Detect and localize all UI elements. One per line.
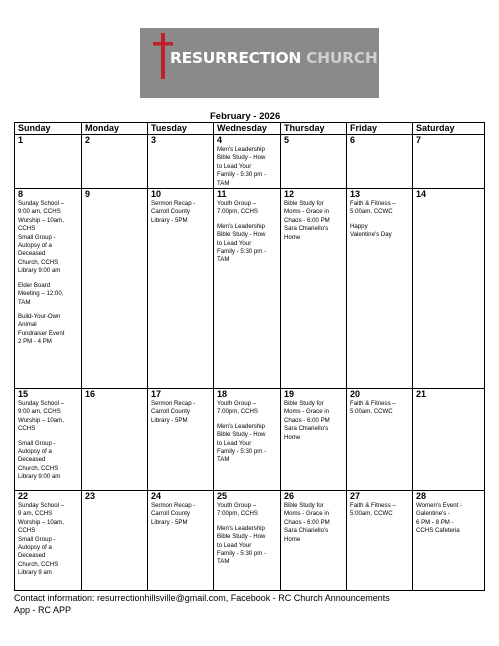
day-cell [15, 389, 82, 491]
weekday-header: Friday [347, 123, 413, 135]
day-cell [347, 135, 413, 189]
contact-info [14, 592, 474, 616]
calendar-event: Men's Leadership Bible Study - How to Lead Your Family - 5:30 pm - TAM [217, 146, 267, 187]
day-number: 5 [284, 135, 290, 145]
calendar-event: Men's Leadership Bible Study - How to Lead Your Family - 5:30 pm - TAM [217, 422, 267, 464]
day-cell [347, 491, 413, 591]
church-logo [140, 28, 379, 98]
calendar-event: Elder Board Meeting – 12:00, TAM [18, 281, 64, 306]
day-cell [214, 189, 281, 389]
calendar-week-row [15, 189, 485, 389]
day-number: 22 [18, 491, 29, 502]
day-cell [413, 491, 485, 591]
calendar-week-row [15, 389, 485, 491]
day-number: 11 [217, 189, 227, 200]
day-number: 18 [217, 389, 228, 400]
weekday-header: Sunday [15, 123, 82, 135]
day-number: 3 [151, 135, 157, 145]
calendar-event: Women's Event - Galentine's - 6 PM - 8 PM - CCHS Cafeteria [416, 502, 463, 535]
calendar-week-row [15, 135, 485, 189]
day-cell [281, 189, 347, 389]
calendar-event: Happy Valentine's Day [350, 222, 392, 239]
day-number: 7 [416, 135, 422, 145]
day-number: 23 [85, 491, 96, 502]
day-cell [82, 491, 148, 591]
day-cell [281, 389, 347, 491]
day-number: 19 [284, 389, 295, 400]
day-number: 24 [151, 491, 162, 502]
day-number: 17 [151, 389, 162, 400]
day-cell [214, 389, 281, 491]
calendar-event: Faith & Fitness – 5:00am, CCWC [350, 502, 396, 518]
day-cell [82, 135, 148, 189]
day-number: 21 [416, 389, 427, 400]
day-cell [281, 135, 347, 189]
weekday-header: Wednesday [214, 123, 281, 135]
day-cell [214, 491, 281, 591]
calendar-grid [14, 122, 485, 591]
day-number: 27 [350, 491, 361, 502]
calendar-event: Faith & Fitness – 5:00am, CCWC [350, 200, 396, 216]
contact-line-2: App - RC APP [14, 605, 72, 615]
day-cell [281, 491, 347, 591]
day-number: 26 [284, 491, 295, 502]
calendar-event: Sunday School – 9:00 am, CCHS Worship – 10am, CCHS Small Group - Autopsy of a Deceased Church, CCHS Library 9:00 am [18, 200, 65, 275]
day-number: 8 [18, 189, 24, 200]
calendar-event: Sermon Recap - Carroll County Library - 5PM [151, 400, 196, 424]
day-number: 13 [350, 189, 361, 200]
contact-line-1: Contact information: resurrectionhillsville@gmail.com, Facebook - RC Church Announcements [14, 593, 390, 603]
day-cell [413, 135, 485, 189]
day-cell [15, 189, 82, 389]
day-number: 2 [85, 135, 91, 145]
calendar-event: Sermon Recap - Carroll County Library - 5PM [151, 502, 196, 526]
calendar-event: Youth Group – 7:00pm, CCHS [217, 200, 258, 216]
calendar-event: Men's Leadership Bible Study - How to Lead Your Family - 5:30 pm - TAM [217, 222, 267, 264]
day-number: 6 [350, 135, 356, 145]
day-cell [82, 389, 148, 491]
day-cell [148, 189, 214, 389]
day-cell [347, 389, 413, 491]
calendar-event: Youth Group – 7:00pm, CCHS [217, 400, 258, 416]
calendar-event: Men's Leadership Bible Study - How to Lead Your Family - 5:30 pm - TAM [217, 524, 267, 566]
day-cell [413, 389, 485, 491]
day-cell [15, 491, 82, 591]
calendar-event: Build-Your-Own Animal Fundraiser Event 2 PM - 4 PM [18, 312, 65, 346]
weekday-header: Saturday [413, 123, 485, 135]
day-cell [148, 389, 214, 491]
day-cell [413, 189, 485, 389]
day-cell [214, 135, 281, 189]
calendar-event: Bible Study for Moms - Grace in Chaos - 6:00 PM Sara Chiariello's Home [284, 502, 330, 543]
day-number: 10 [151, 189, 162, 200]
day-cell [347, 189, 413, 389]
day-number: 9 [85, 189, 91, 200]
day-cell [148, 491, 214, 591]
calendar-event: Sunday School – 9:00 am, CCHS Worship – 10am, CCHS [18, 400, 65, 433]
day-number: 20 [350, 389, 361, 400]
weekday-header: Tuesday [148, 123, 214, 135]
day-number: 1 [18, 135, 24, 145]
logo-wordmark: RESURRECTION CHURCH [170, 49, 378, 67]
day-cell [15, 135, 82, 189]
day-number: 25 [217, 491, 228, 502]
day-cell [82, 189, 148, 389]
calendar-event: Youth Group – 7:00pm, CCHS [217, 502, 258, 518]
calendar-event: Bible Study for Moms - Grace in Chaos - 6:00 PM Sara Chiariello's Home [284, 200, 330, 241]
day-number: 28 [416, 491, 427, 502]
weekday-header-row [15, 123, 485, 135]
day-cell [148, 135, 214, 189]
day-number: 4 [217, 135, 223, 145]
day-number: 14 [416, 189, 427, 200]
calendar-event: Small Group - Autopsy of a Deceased Church, CCHS Library 9:00 am [18, 439, 61, 481]
calendar-event: Sermon Recap - Carroll County Library - 5PM [151, 200, 196, 224]
calendar-event: Bible Study for Moms - Grace in Chaos - 6:00 PM Sara Chiariello's Home [284, 400, 330, 441]
calendar-week-row [15, 491, 485, 591]
day-number: 15 [18, 389, 29, 400]
day-number: 16 [85, 389, 96, 400]
calendar-event: Faith & Fitness – 5:00am, CCWC [350, 400, 396, 416]
calendar-event: Sunday School – 9 am, CCHS Worship – 10am, CCHS Small Group - Autopsy of a Deceased Church, CCHS Library 9 am [18, 502, 65, 577]
weekday-header: Monday [82, 123, 148, 135]
calendar-title: February - 2026 [210, 111, 281, 122]
weekday-header: Thursday [281, 123, 347, 135]
day-number: 12 [284, 189, 295, 200]
